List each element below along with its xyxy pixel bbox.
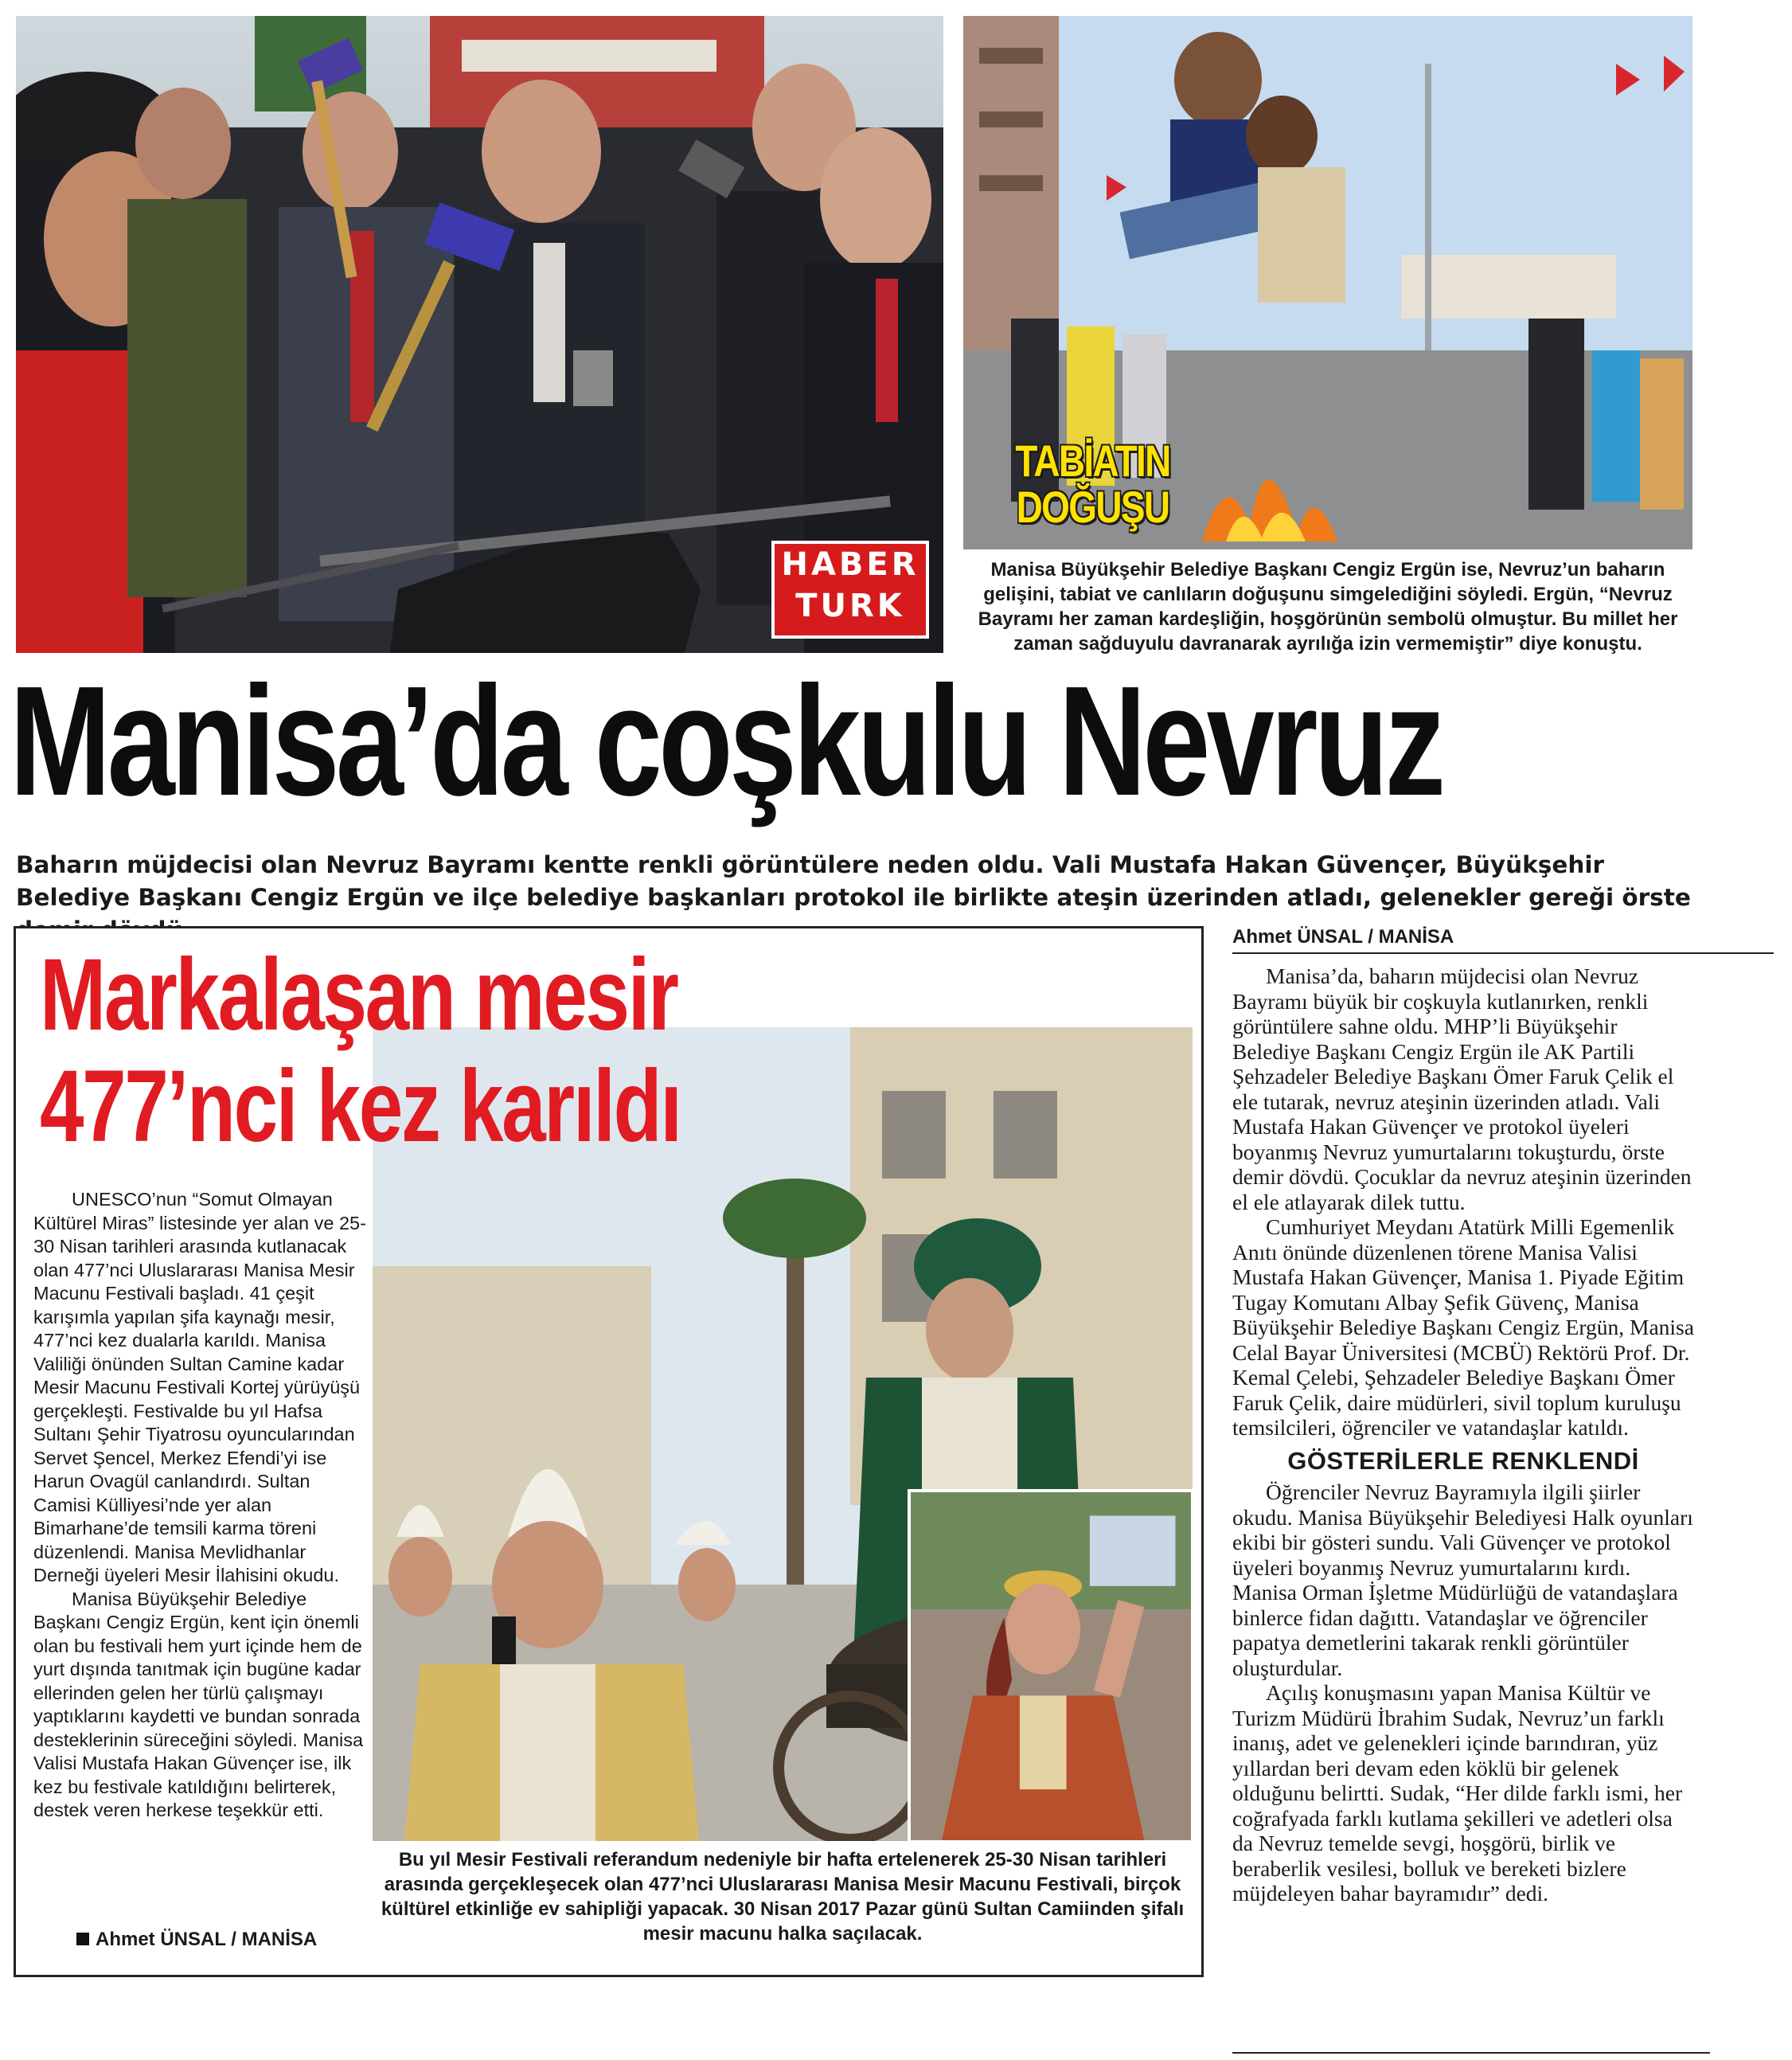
hafsa-sultan-illustration [911,1492,1191,1840]
main-article-byline: Ahmet ÜNSAL / MANİSA [1232,926,1454,948]
forging-ceremony-photo [16,16,943,653]
byline-rule [1232,952,1774,954]
mesir-article-byline [76,1929,317,1951]
main-paragraph: Cumhuriyet Meydanı Atatürk Milli Egemenlik Anıtı önünde düzenlenen törene Manisa Valisi Mustafa Hakan Güvençer, Manisa 1. Piyade Eğitim Tugay Komutanı Albay Şefik Güvenç, Manisa Büyükşehir Belediye Başkanı Cengiz Ergün, Manisa Celal Bayar Üniversitesi (MCBÜ) Rektörü Prof. Dr. Kemal Çelebi, Şehzadeler Belediye Başkanı Ömer Faruk Çelik, daire müdürleri, sivil toplum kuruluşu temsilcileri, öğrenciler ve vatandaşlar katıldı. [1232,1214,1694,1440]
main-article-subheading: GÖSTERİLERLE RENKLENDİ [1287,1446,1639,1475]
mesir-byline-text: Ahmet ÜNSAL / MANİSA [96,1929,318,1950]
logo-line-1: HABER [781,546,919,583]
photo-overlay-title [1011,438,1174,530]
mesir-article-body [33,1188,368,1823]
bottom-rule [1232,2052,1710,2054]
subheadline: Baharın müjdecisi olan Nevruz Bayramı kentte renkli görüntülere neden oldu. Vali Mustafa Hakan Güvençer, Büyükşehir Belediye Başkanı Cengiz Ergün ve ilçe belediye başkanları protokol ile birlikte ateşin üzerinden atladı, gelenekler gereği örste [16,851,1691,911]
mesir-photo-caption: Bu yıl Mesir Festivali referandum nedeniyle bir hafta ertelenerek 25-30 Nisan tarihleri arasında gerçekleşecek olan 477’nci Uluslararası Manisa Mesir Macunu Festivali, birçok kültürel etkinliğe ev sahipliği yapacak. 30 Nisan 2017 Pazar günü Sultan Camiinden şifalı mesir macunu halka saçılacak. [381,1849,1185,1945]
overlay-line-2: DOĞUŞU [1016,482,1169,532]
logo-line-2: TURK [795,588,905,624]
main-article-body [1232,964,1694,1906]
mesir-article-title [40,940,909,1163]
main-paragraph: Öğrenciler Nevruz Bayramıyla ilgili şiirler okudu. Manisa Büyükşehir Belediyesi Halk oyunları ekibi bir gösteri sundu. Vali Güvençer ve protokol üyeleri boyanmış Nevruz yumurtalarını kırdı. Manisa Orman İşletme Müdürlüğü de vatandaşlara binlerce fidan dağıttı. Vatandaşlar ve öğrenciler papatya demetlerini takarak renkli görüntüler oluşturdular. [1232,1480,1693,1680]
mesir-paragraph: UNESCO’nun “Somut Olmayan Kültürel Miras” listesinde yer alan ve 25-30 Nisan tarihleri arasında kutlanacak olan 477’nci Uluslararası Manisa Mesir Macunu Festivali başladı. 41 çeşit karışımla yapılan şifa kaynağı mesir, 477’nci kez dualarla karıldı. Manisa Valiliği önünden Sultan Camine kadar Mesir Macunu Festivali Kortej yürüyüşü gerçekleşti. Festivalde bu yıl Hafsa Sultanı Şehir Tiyatrosu oyuncularından Servet Şencel, Merkez Efendi’yi ise Harun Ovagül canlandırdı. Sultan Camisi Külliyesi’nde yer alan Bimarhane’de temsili karma töreni düzenlendi. Manisa Mevlidhanlar Derneği üyeleri Mesir İlahisini okudu. [33,1189,366,1585]
main-paragraph: Açılış konuşmasını yapan Manisa Kültür ve Turizm Müdürü İbrahim Sudak, Nevruz’un farklı inanış, adet ve gelenekleri içinde barındıran, yüz yıllardan beri devam eden köklü bir gelenek olduğunu belirtti. Sudak, “Her dilde farklı ismi, her coğrafyada farklı kutlama şekilleri ve adetleri olsa da Nevruz temelde sevgi, hoşgörü, birlik ve beraberlik vesilesi, bolluk ve bereketi bizlere müjdeleyen bahar bayramıdır” dedi. [1232,1680,1683,1906]
byline-square-icon [76,1933,89,1945]
overlay-line-1: TABİATIN [1015,436,1170,486]
main-paragraph: Manisa’da, baharın müjdecisi olan Nevruz Bayramı büyük bir coşkuyla kutlanırken, renkli görüntülere sahne oldu. MHP’li Büyükşehir Belediye Başkanı Cengiz Ergün ile AK Partili Şehzadeler Belediye Başkanı Ömer Faruk Çelik el ele tutarak, nevruz ateşinin üzerinden atladı. Vali Mustafa Hakan Güvençer ve protokol üyeleri boyanmış Nevruz yumurtalarını tokuşturdu, örste demir dövdü. Çocuklar da nevruz ateşinin üzerinden el ele atlayarak dilek tuttu. [1232,964,1692,1214]
haberturk-logo [771,541,929,639]
hafsa-sultan-photo [908,1489,1194,1843]
main-headline: Manisa’da coşkulu Nevruz [10,654,1443,828]
top-photo-caption: Manisa Büyükşehir Belediye Başkanı Cengiz Ergün ise, Nevruz’un baharın gelişini, tabiat ve canlıların doğuşunu simgelediğini söyledi. Ergün, “Nevruz Bayramı her zaman kardeşliğin, hoşgörünün sembolü olmuştur. Bu millet her zaman sağduyulu davranarak ayrılığa izin vermemiştir” diye konuştu. [978,559,1678,655]
mesir-paragraph: Manisa Büyükşehir Belediye Başkanı Cengiz Ergün, kent için önemli olan bu festivali hem yurt içinde hem de yurt dışında tanıtmak için bugüne kadar ellerinden gelen her türlü çalışmayı yaptıklarını kaydetti ve bundan sonrada desteklerinin süreceğini söyledi. Manisa Valisi Mustafa Hakan Güvençer ise, ilk kez bu festivale katıldığını belirterek, destek veren herkese teşekkür etti. [33,1588,364,1820]
mesir-title-line-2: 477’nci kez karıldı [40,1050,681,1163]
nevruz-jump-photo [963,16,1692,549]
mesir-title-line-1: Markalaşan mesir [40,938,677,1052]
